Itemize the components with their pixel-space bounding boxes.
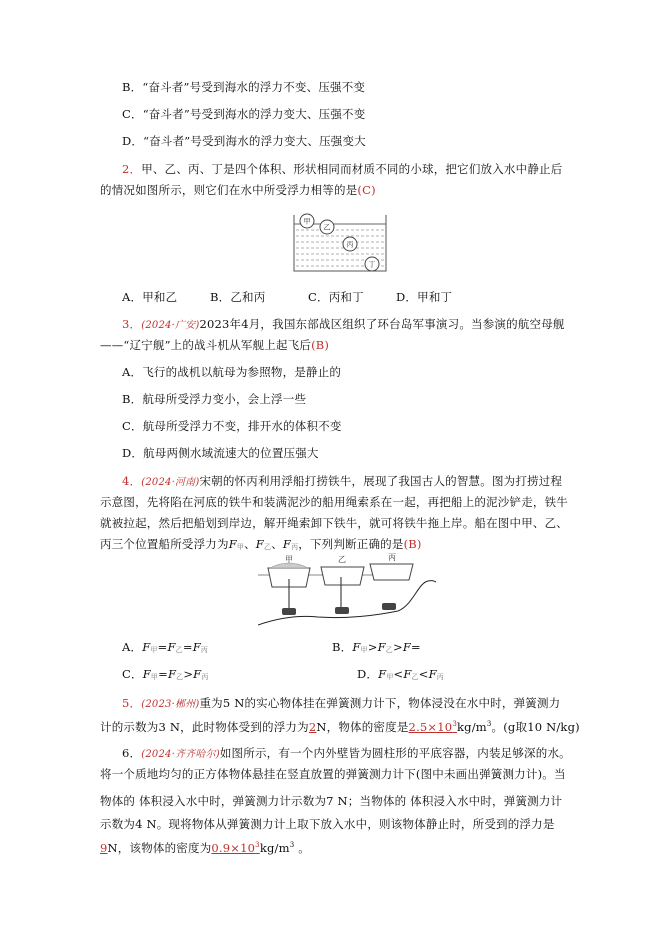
answer: (C) xyxy=(357,183,376,197)
answer-density xyxy=(409,720,457,734)
q2-option-c xyxy=(308,290,396,304)
q4-options-B-letter: B． xyxy=(332,640,353,654)
q4-F: F xyxy=(167,667,177,681)
ball-label: 丁 xyxy=(368,260,376,269)
q4-options-A-letter: A． xyxy=(122,640,143,654)
q1-option-c xyxy=(122,107,365,121)
answer-density xyxy=(211,841,259,855)
option-letter: D． xyxy=(122,134,144,148)
q6-line4: 示数为4 N。现将物体从弹簧测力计上取下放入水中，则该物体静止时，所受到的浮力是 xyxy=(100,817,555,831)
q3-options-2-letter: C． xyxy=(122,419,143,433)
q4-options-C-ops-0: = xyxy=(158,667,168,681)
q4-subs-1: 乙 xyxy=(176,673,184,681)
q6-line3: 物体的 体积浸入水中时，弹簧测力计示数为7 N；当物体的 体积浸入水中时，弹簧测力计 xyxy=(100,794,563,808)
answer: (B) xyxy=(403,537,422,551)
q4-subs-1: 乙 xyxy=(263,543,272,551)
boat-yi xyxy=(321,567,364,585)
q4-F: F xyxy=(428,667,437,681)
q4-F: F xyxy=(142,640,151,654)
q4-sep: 、 xyxy=(271,537,283,551)
q1-option-b xyxy=(122,80,365,94)
q5-line2c-exp: 3 xyxy=(486,720,492,728)
q4-subs-2: 丙 xyxy=(436,673,444,681)
q2-option-d xyxy=(396,290,452,304)
q3-options-1-text: 航母所受浮力变小，会上浮一些 xyxy=(142,392,307,406)
question-number: 6． xyxy=(122,746,142,760)
q3-options-2-text: 航母所受浮力不变，排开水的体积不变 xyxy=(142,419,342,433)
question-source: (2023·郴州) xyxy=(141,699,200,710)
q2-option-b xyxy=(210,290,308,304)
q4-subs-0: 甲 xyxy=(236,543,245,551)
q4-options-C-ops-1: > xyxy=(183,667,194,681)
stem-text: 2023年4月，我国东部战区组织了环台岛军事演习。当参演的航空母舰 xyxy=(199,317,565,331)
q4-options-A-ops-1: = xyxy=(182,640,193,654)
q3-options-3-text: 航母两侧水域流速大的位置压强大 xyxy=(143,446,319,460)
q6-stem-line1 xyxy=(122,746,571,762)
q2-options-0-text: 甲和乙 xyxy=(142,290,178,304)
q4-options-B-ops-1: > xyxy=(392,640,403,654)
q2-option-a xyxy=(122,290,210,304)
q4-sep: 、 xyxy=(244,537,256,551)
q3-option-d xyxy=(122,446,319,460)
q4-line2: 示意图，先将陷在河底的铁牛和装满泥沙的船用绳索系在一起，再把船上的泥沙铲走，铁牛 xyxy=(100,495,568,509)
q4-options-B-ops-0: > xyxy=(367,640,378,654)
q4-stem-line1 xyxy=(122,474,562,490)
q4-subs-1: 乙 xyxy=(385,646,393,654)
q4-F: F xyxy=(352,640,361,654)
answer-buoyancy: 2 xyxy=(308,720,317,734)
q4-F: F xyxy=(193,667,202,681)
q2-options-3-text: 甲和丁 xyxy=(417,290,453,304)
q2-options-0-letter: A． xyxy=(122,290,143,304)
q4-subs-0: 甲 xyxy=(150,673,159,681)
q4-subs-2: 丙 xyxy=(200,646,209,654)
q2-options-2-letter: C． xyxy=(308,290,329,304)
q4-option-a xyxy=(122,640,208,657)
q4-F: F xyxy=(142,667,151,681)
option-text: “奋斗者”号受到海水的浮力变大、压强不变 xyxy=(142,107,366,121)
q4-figure-iron-ox-salvage xyxy=(258,553,438,628)
q4-subs-0: 甲 xyxy=(386,673,394,681)
question-source: (2024·齐齐哈尔) xyxy=(141,749,220,760)
q6-line1: 如图所示，有一个内外壁皆为圆柱形的平底容器，内装足够深的水。 xyxy=(219,746,571,760)
q4-line4a: 丙三个位置船所受浮力为 xyxy=(100,537,229,551)
q5-stem-line2 xyxy=(100,717,580,734)
q1-option-d xyxy=(122,134,366,148)
q4-options-D-letter: D． xyxy=(357,667,379,681)
q6-line5b-exp: 3 xyxy=(289,841,295,849)
ball-label: 甲 xyxy=(303,217,311,226)
q5-line2c: kg/m xyxy=(456,720,487,734)
stem-text: 的情况如图所示，则它们在水中所受浮力相等的是 xyxy=(100,183,358,197)
q4-options-C-letter: C． xyxy=(122,667,143,681)
ox-jia xyxy=(282,608,296,615)
ox-yi xyxy=(335,607,349,614)
q3-options-0-text: 飞行的战机以航母为参照物，是静止的 xyxy=(142,365,342,379)
q3-stem-line1 xyxy=(122,317,565,333)
stem-text: ——“辽宁舰”上的战斗机从军舰上起飞后 xyxy=(100,338,312,352)
q5-answer2-exp: 3 xyxy=(452,720,457,728)
q4-subs-2: 丙 xyxy=(291,543,299,551)
q6-line5a: N，该物体的密度为 xyxy=(107,841,212,855)
q3-options-3-letter: D． xyxy=(122,446,144,460)
ball-label: 丙 xyxy=(346,240,354,249)
q4-options-D-ops-0: < xyxy=(393,667,404,681)
question-source: (2024·广安) xyxy=(141,320,200,331)
q3-option-c xyxy=(122,419,342,433)
q6-stem-line5 xyxy=(100,838,310,855)
q4-subs-2: 丙 xyxy=(201,673,209,681)
ball-label: 乙 xyxy=(323,223,331,232)
q4-option-c xyxy=(122,667,209,684)
q2-options-2-text: 丙和丁 xyxy=(328,290,364,304)
boat-label: 丙 xyxy=(388,553,396,562)
q4-line3: 就被拉起，然后把船划到岸边，解开绳索卸下铁牛，就可将铁牛拖上岸。船在图中甲、乙、 xyxy=(100,516,568,530)
q4-option-d xyxy=(357,667,444,684)
q6-line2: 将一个质地均匀的正方体物体悬挂在竖直放置的弹簧测力计下(图中未画出弹簧测力计)。当 xyxy=(100,767,566,781)
option-text: “奋斗者”号受到海水的浮力不变、压强不变 xyxy=(142,80,366,94)
option-letter: B． xyxy=(122,80,143,94)
q2-options-1-letter: B． xyxy=(210,290,231,304)
q5-line2d: 。(g取10 N/kg) xyxy=(491,720,580,734)
boat-label: 甲 xyxy=(285,555,293,564)
q2-options xyxy=(122,290,452,304)
question-number: 3． xyxy=(122,317,142,331)
q4-options-A-ops-0: = xyxy=(157,640,168,654)
q4-stem-line4 xyxy=(100,537,422,554)
q4-subs-0: 甲 xyxy=(150,646,158,654)
answer-buoyancy: 9 xyxy=(100,841,108,855)
q3-option-b xyxy=(122,392,306,406)
q4-options-B-last: F= xyxy=(402,640,421,654)
question-number: 2． xyxy=(122,162,142,176)
q4-line4b: ，下列判断正确的是 xyxy=(298,537,404,551)
q4-F: F xyxy=(377,640,386,654)
q6-stem-line2 xyxy=(100,767,566,781)
q4-F: F xyxy=(228,537,237,551)
q4-F: F xyxy=(167,640,176,654)
q4-subs-1: 乙 xyxy=(411,673,419,681)
option-text: “奋斗者”号受到海水的浮力变大、压强变大 xyxy=(143,134,366,148)
question-source: (2024·河南) xyxy=(141,477,200,488)
q5-stem-line1 xyxy=(122,696,560,712)
q3-option-a xyxy=(122,365,341,379)
q2-options-1-text: 乙和丙 xyxy=(230,290,266,304)
stem-text: 宋朝的怀丙利用浮船打捞铁牛，展现了我国古人的智慧。图为打捞过程 xyxy=(199,474,563,488)
stem-text: 甲、乙、丙、丁是四个体积、形状相同而材质不同的小球，把它们放入水中静止后 xyxy=(141,162,563,176)
q2-figure-balls-in-water xyxy=(292,213,388,273)
q3-stem-line2 xyxy=(100,338,329,352)
q6-stem-line3 xyxy=(100,794,562,808)
option-letter: C． xyxy=(122,107,143,121)
q4-F: F xyxy=(192,640,201,654)
question-number: 4． xyxy=(122,474,142,488)
q4-F: F xyxy=(403,667,412,681)
q3-options-0-letter: A． xyxy=(122,365,143,379)
ox-bing xyxy=(382,603,396,610)
q4-stem-line2 xyxy=(100,495,568,509)
q6-line5b: kg/m xyxy=(259,841,290,855)
q5-line2a: 计的示数为3 N，此时物体受到的浮力为 xyxy=(100,720,309,734)
q6-answer2: 0.9×10 xyxy=(211,841,256,855)
q6-answer2-exp: 3 xyxy=(255,841,260,849)
q2-options-3-letter: D． xyxy=(396,290,418,304)
q4-subs-0: 甲 xyxy=(360,646,368,654)
boat-bing xyxy=(370,564,413,580)
q3-options-1-letter: B． xyxy=(122,392,143,406)
answer: (B) xyxy=(311,338,330,352)
q4-stem-line3 xyxy=(100,516,568,530)
q6-line5c: 。 xyxy=(294,841,310,855)
q5-line1: 重为5 N的实心物体挂在弹簧测力计下，物体浸没在水中时，弹簧测力 xyxy=(199,696,561,710)
q5-line2b: N，物体的密度是 xyxy=(316,720,409,734)
q4-option-b xyxy=(332,640,421,657)
q2-stem-line1 xyxy=(122,162,562,176)
question-number: 5． xyxy=(122,696,142,710)
q5-answer2: 2.5×10 xyxy=(408,720,453,734)
q4-options-D-ops-1: < xyxy=(418,667,429,681)
q4-subs-1: 乙 xyxy=(175,646,183,654)
q2-stem-line2 xyxy=(100,183,376,197)
q4-F: F xyxy=(255,537,264,551)
q6-stem-line4 xyxy=(100,817,555,831)
q4-F: F xyxy=(282,537,292,551)
q4-F: F xyxy=(378,667,387,681)
boat-label: 乙 xyxy=(338,555,346,564)
